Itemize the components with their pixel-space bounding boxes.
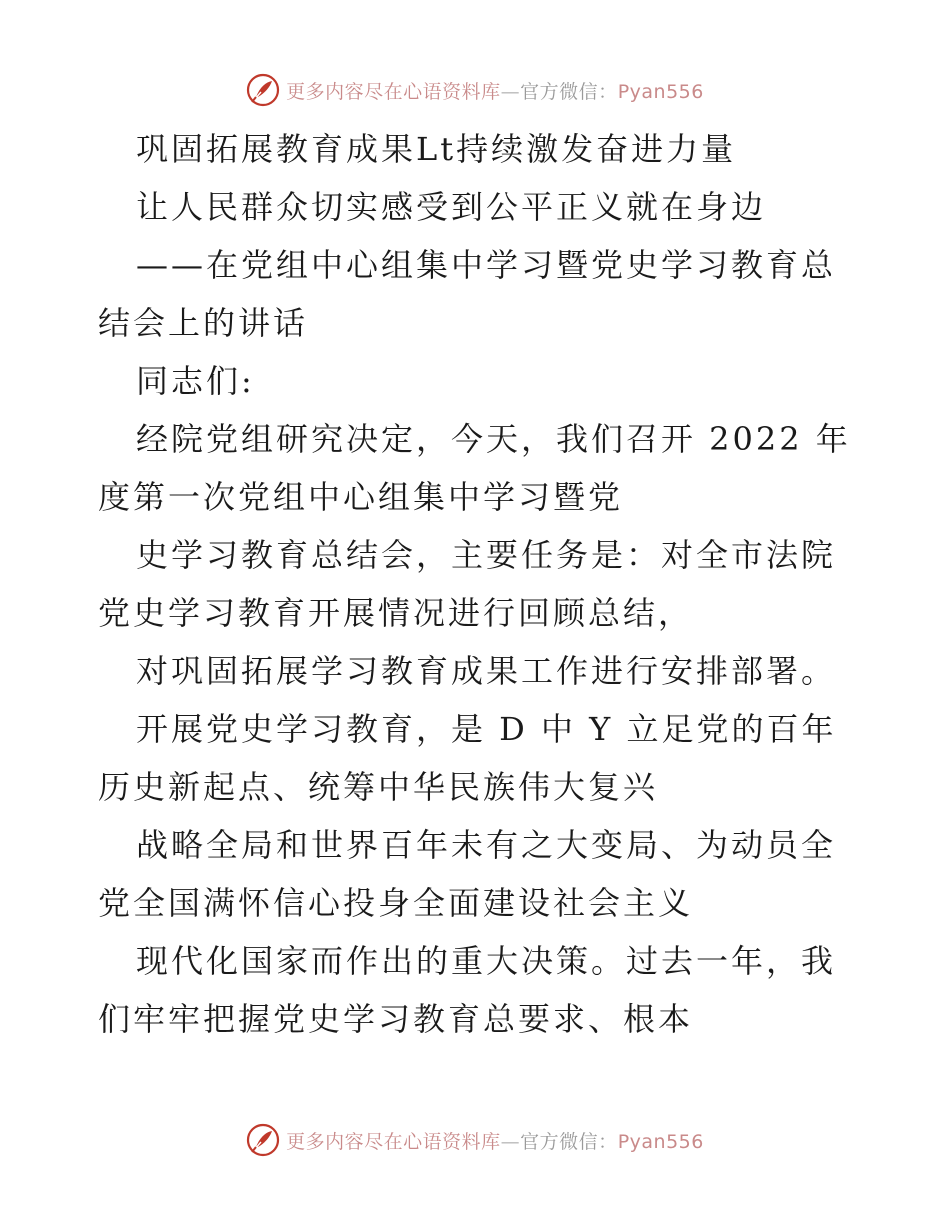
header-banner-text [286,77,704,104]
feather-pen-logo-icon [246,1123,280,1157]
banner-wechat-label: 官方微信： [520,1130,618,1153]
document-body [98,120,858,1048]
header-banner [0,70,950,110]
document-paragraph: 现代化国家而作出的重大决策。过去一年，我们牢牢把握党史学习教育总要求、根本 [98,942,837,1038]
banner-dash: — [500,80,521,103]
document-paragraph: 巩固拓展教育成果Lt持续激发奋进力量 [136,130,737,168]
feather-pen-logo-icon [246,73,280,107]
document-paragraph: 史学习教育总结会，主要任务是：对全市法院党史学习教育开展情况进行回顾总结， [98,536,837,632]
footer-banner [0,1120,950,1160]
banner-slogan: 更多内容尽在心语资料库 [286,80,501,103]
document-paragraph: 让人民群众切实感受到公平正义就在身边 [136,188,767,226]
banner-dash: — [500,1130,521,1153]
banner-wechat-id: Pyan556 [617,80,704,103]
document-paragraph: 同志们: [136,362,255,400]
document-paragraph: ——在党组中心组集中学习暨党史学习教育总结会上的讲话 [98,246,837,342]
banner-wechat-id: Pyan556 [617,1130,704,1153]
banner-slogan: 更多内容尽在心语资料库 [286,1130,501,1153]
document-paragraph: 战略全局和世界百年未有之大变局、为动员全党全国满怀信心投身全面建设社会主义 [98,826,837,922]
document-paragraph: 开展党史学习教育，是 D 中 Y 立足党的百年历史新起点、统筹中华民族伟大复兴 [98,710,837,806]
banner-wechat-label: 官方微信： [520,80,618,103]
footer-banner-text [286,1127,704,1154]
document-paragraph: 经院党组研究决定，今天，我们召开 2022 年度第一次党组中心组集中学习暨党 [98,420,851,516]
document-paragraph: 对巩固拓展学习教育成果工作进行安排部署。 [136,652,837,690]
